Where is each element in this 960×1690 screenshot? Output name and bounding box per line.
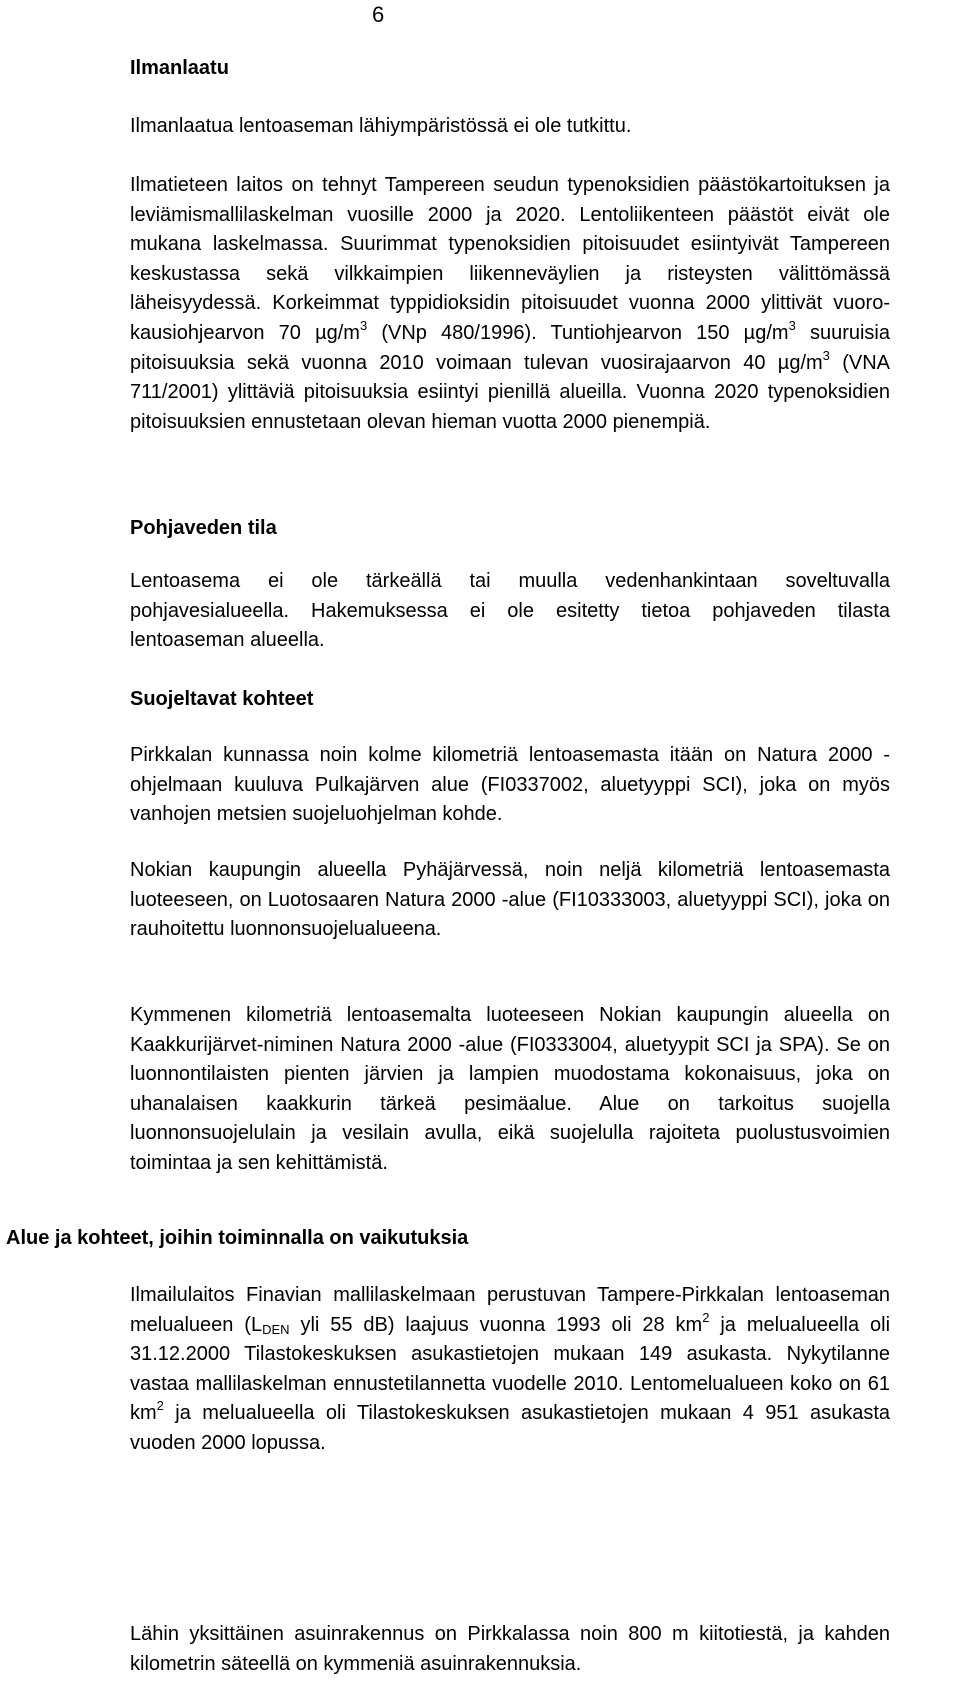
paragraph-suojeltavat-1: Pirkkalan kunnassa noin kolme kilometriä lentoasemasta itään on Natura 2000 -ohjelmaan kuuluva Pulkajärven alue (FI0337002, aluetyyppi SCI), joka on myös vanhojen metsien suojeluohjelman kohde. xyxy=(130,744,890,826)
text-run: yli 55 dB) laajuus vuonna 1993 oli 28 km xyxy=(289,1313,703,1336)
paragraph-ilmanlaatu-intro: Ilmanlaatua lentoaseman lähiympäristössä ei ole tutkittu. xyxy=(130,115,632,137)
superscript: 2 xyxy=(702,1309,710,1325)
heading-pohjaveden-tila: Pohjaveden tila xyxy=(130,517,277,539)
paragraph-suojeltavat-2: Nokian kaupungin alueella Pyhäjärvessä, noin neljä kilometriä lentoasemasta luoteeseen, on Luotosaaren Natura 2000 -alue (FI10333003, aluetyyppi SCI), joka on rauhoitettu luonnonsuojelualueena. xyxy=(130,859,890,941)
paragraph-vaikutukset-1 xyxy=(130,1281,890,1459)
subscript: DEN xyxy=(262,1321,290,1337)
superscript: 2 xyxy=(156,1398,164,1414)
superscript: 3 xyxy=(788,317,796,333)
heading-ilmanlaatu: Ilmanlaatu xyxy=(130,57,229,79)
paragraph-ilmanlaatu-details xyxy=(130,171,890,437)
text-run: Ilmatieteen laitos on tehnyt Tampereen seudun typenoksidien päästökartoituksen ja leviämismallilaskelman vuosille 2000 ja 2020. Lentoliikenteen päästöt eivät ole mukana laskelmassa. Suurimmat typenoksidien pitoisuudet esiintyivät Tampereen keskustassa sekä vilkkaimpien liikenneväylien ja risteysten välittömässä läheisyydessä. Korkeimmat typpidioksidin pitoisuudet vuonna 2000 ylittivät vuorokausiohjearvon 70 µg/m xyxy=(130,174,890,344)
text-run: (VNp 480/1996). Tuntiohjearvon 150 µg/m xyxy=(367,321,789,344)
superscript: 3 xyxy=(359,317,368,333)
text-run: (VNA 711/2001) ylittäviä pitoisuuksia esiintyi pienillä alueilla. Vuonna 2020 typenoksidien pitoisuuksien ennustetaan olevan hieman vuotta 2000 pienempiä. xyxy=(130,351,891,433)
superscript: 3 xyxy=(822,347,830,363)
text-run: suuruisia pitoisuuksia sekä vuonna 2010 voimaan tulevan vuosirajaarvon 40 µg/m xyxy=(130,321,890,374)
text-run: ja melualueella oli 31.12.2000 Tilastokeskuksen asukastietojen mukaan 149 asukasta. Nykytilanne vastaa mallilaskelman ennustetilannetta vuodelle 2010. Lentomelualueen koko on 61 km xyxy=(130,1313,891,1425)
page-number: 6 xyxy=(372,2,385,27)
heading-suojeltavat-kohteet: Suojeltavat kohteet xyxy=(130,688,314,710)
text-run: Ilmailulaitos Finavian mallilaskelmaan perustuvan Tampere-Pirkkalan lentoaseman melualueen (L xyxy=(130,1284,890,1336)
paragraph-pohjavesi: Lentoasema ei ole tärkeällä tai muulla vedenhankintaan soveltuvalla pohjavesialueella. Hakemuksessa ei ole esitetty tietoa pohjaveden tilasta lentoaseman alueella. xyxy=(130,570,890,652)
text-run: ja melualueella oli Tilastokeskuksen asukastietojen mukaan 4 951 asukasta vuoden 2000 lopussa. xyxy=(130,1402,890,1454)
paragraph-suojeltavat-3: Kymmenen kilometriä lentoasemalta luoteeseen Nokian kaupungin alueella on Kaakkurijärvet-niminen Natura 2000 -alue (FI0333004, aluetyypit SCI ja SPA). Se on luonnontilaisten pienten järvien ja lampien muodostama kokonaisuus, joka on uhanalaisen kaakkurin tärkeä pesimäalue. Alue on tarkoitus suojella luonnonsuojelulain ja vesilain avulla, eikä suojelulla rajoiteta puolustusvoimien toimintaa ja sen kehittämistä. xyxy=(130,1004,890,1174)
paragraph-vaikutukset-2: Lähin yksittäinen asuinrakennus on Pirkkalassa noin 800 m kiitotiestä, ja kahden kilometrin säteellä on kymmeniä asuinrakennuksia. xyxy=(130,1623,890,1675)
heading-vaikutusalue: Alue ja kohteet, joihin toiminnalla on vaikutuksia xyxy=(6,1227,469,1249)
